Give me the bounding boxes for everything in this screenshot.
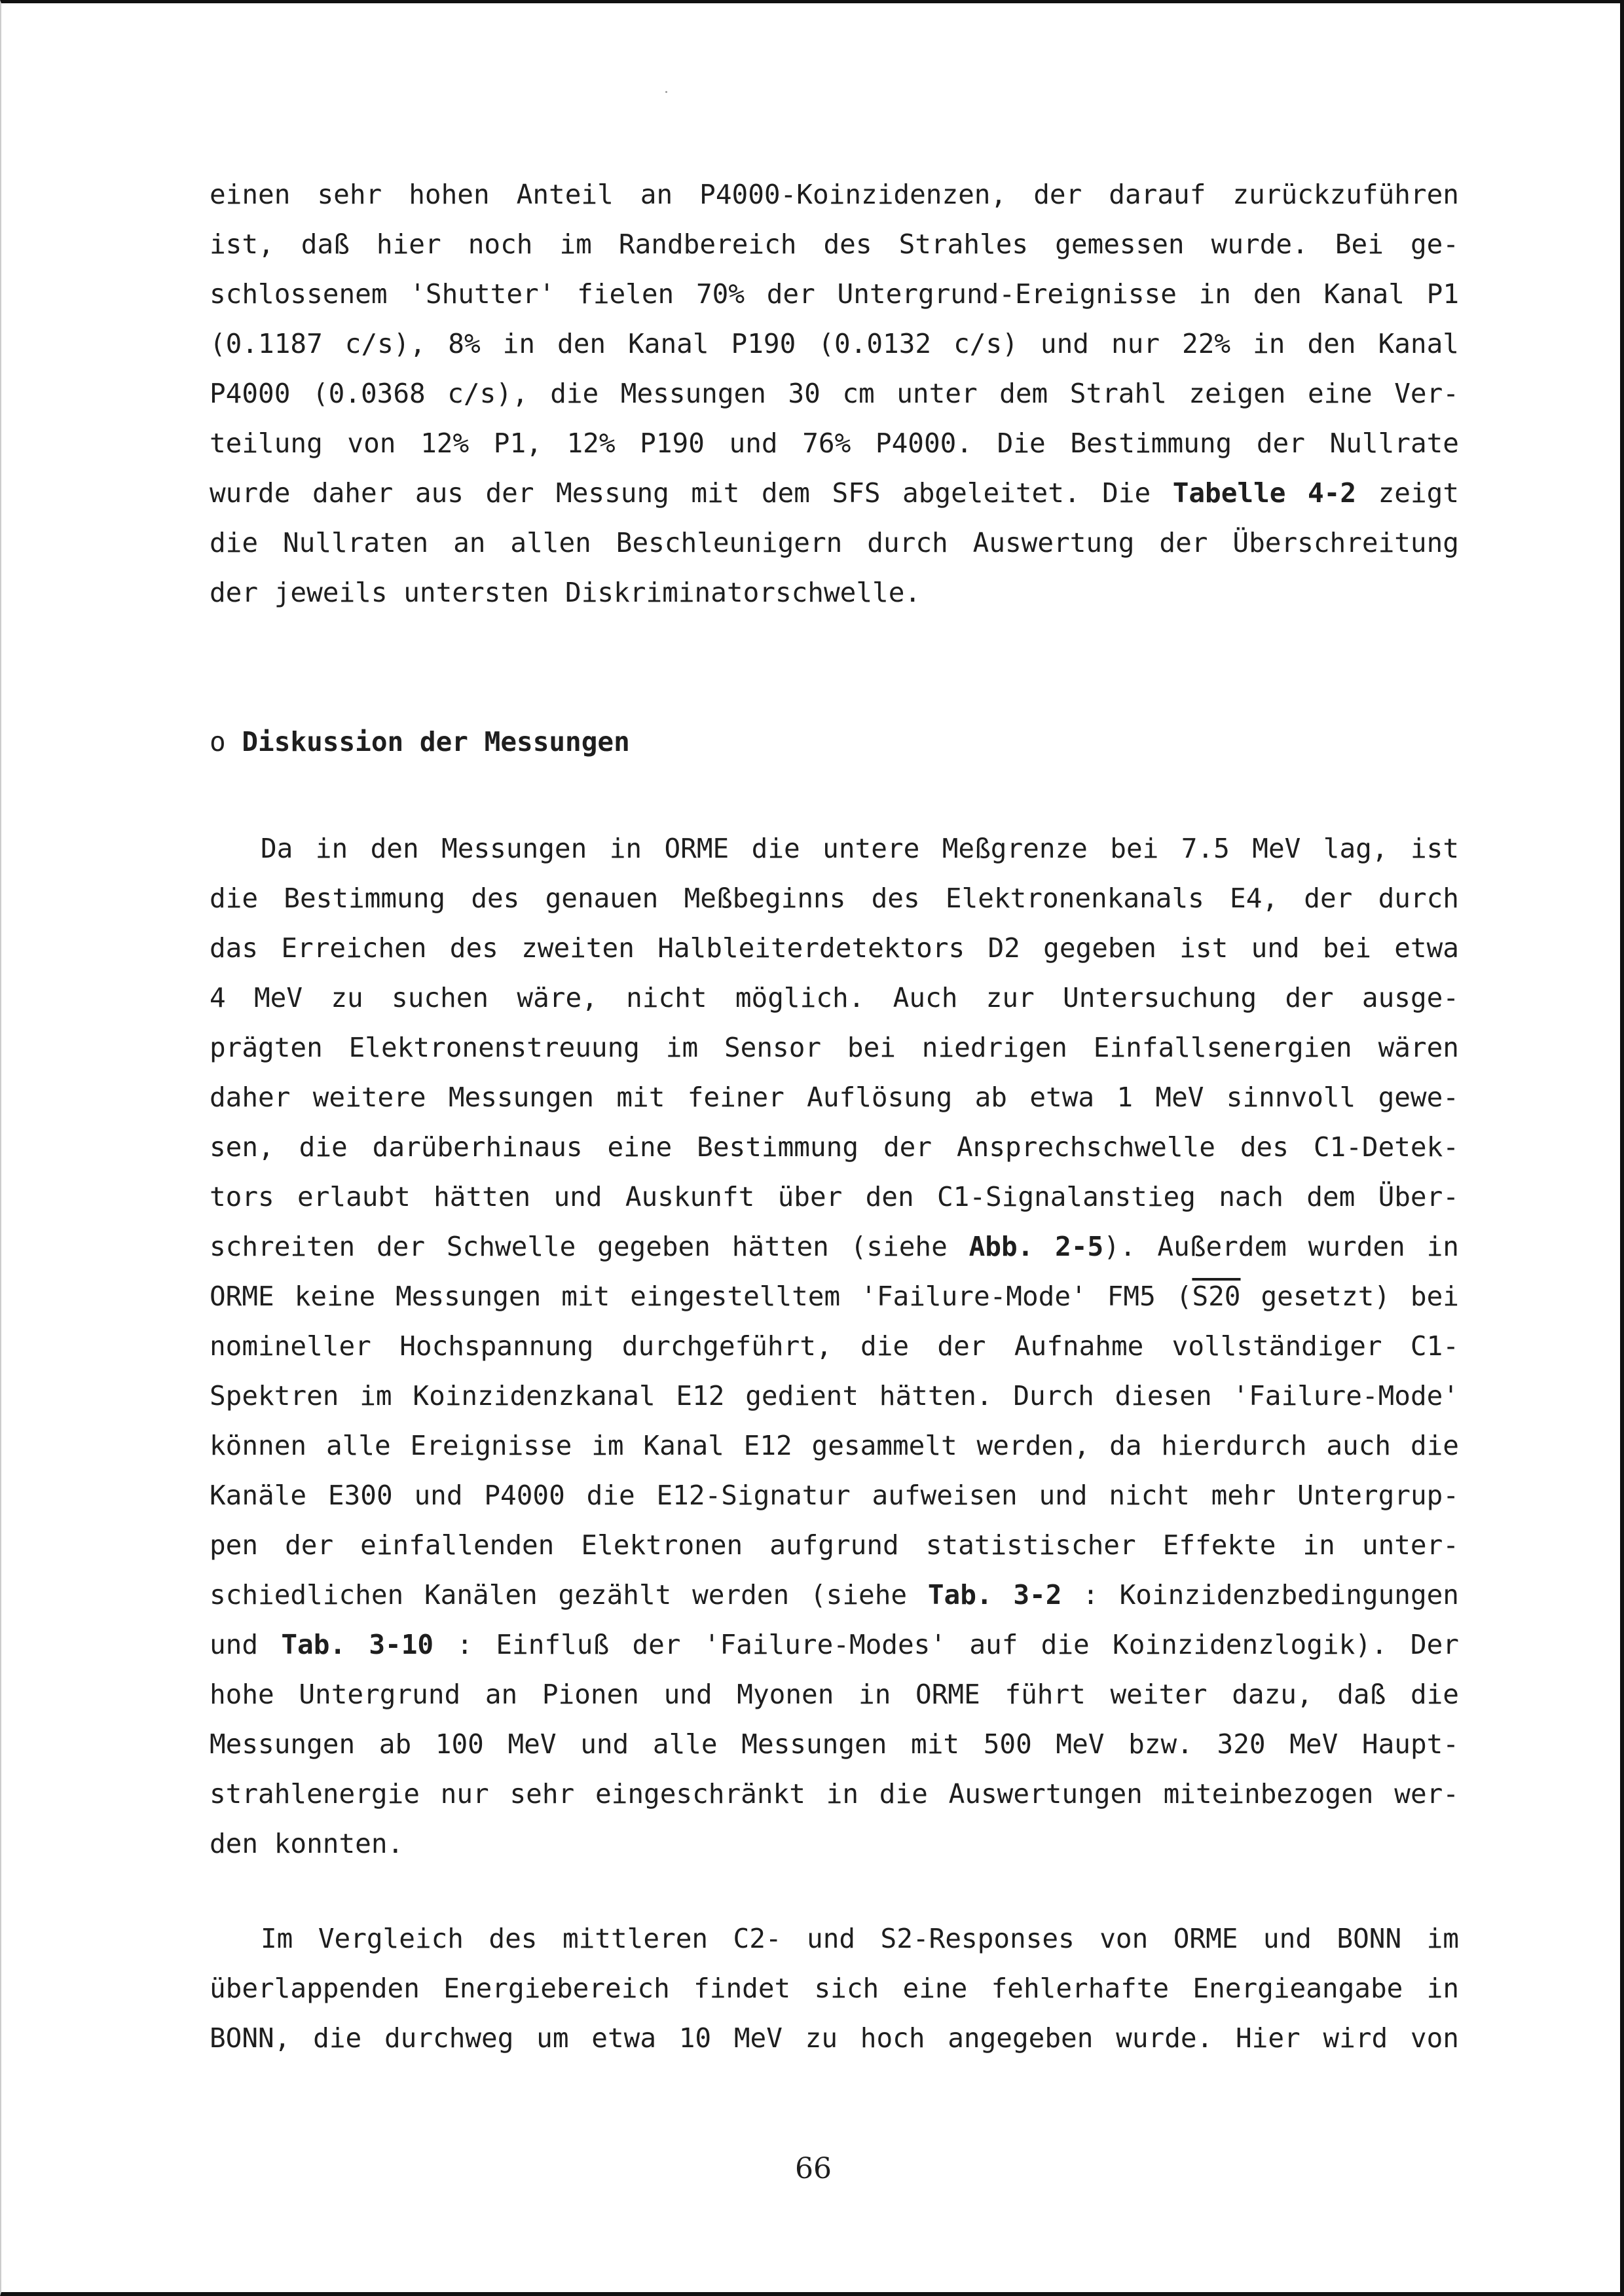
text-line: teilung von 12% P1, 12% P190 und 76% P4000. Die Bestimmung der Nullrate bbox=[210, 428, 1459, 459]
scan-speck bbox=[665, 91, 667, 93]
text-line bbox=[210, 468, 1459, 518]
text-line: der jeweils untersten Diskriminatorschwelle. bbox=[210, 577, 921, 608]
text-line bbox=[210, 1222, 1459, 1271]
page-number: 66 bbox=[795, 2152, 832, 2185]
text-line bbox=[210, 1570, 1459, 1620]
table-reference: Tabelle 4-2 bbox=[1172, 477, 1357, 509]
heading-title: Diskussion der Messungen bbox=[242, 726, 630, 757]
text-segment: ORME keine Messungen mit eingestelltem 'Failure-Mode' FM5 ( bbox=[210, 1281, 1192, 1312]
text-line: den konnten. bbox=[210, 1828, 404, 1859]
text-segment: schiedlichen Kanälen gezählt werden (siehe bbox=[210, 1579, 928, 1611]
text-line: sen, die darüberhinaus eine Bestimmung der Ansprechschwelle des C1-Detek- bbox=[210, 1131, 1459, 1163]
text-line bbox=[210, 1620, 1459, 1669]
text-line: überlappenden Energiebereich findet sich eine fehlerhafte Energieangabe in bbox=[210, 1973, 1459, 2004]
text-line: strahlenergie nur sehr eingeschränkt in die Auswertungen miteinbezogen wer- bbox=[210, 1778, 1459, 1810]
text-segment: gesetzt) bei bbox=[1240, 1281, 1459, 1312]
section-heading bbox=[210, 717, 630, 767]
text-segment: wurde daher aus der Messung mit dem SFS abgeleitet. Die bbox=[210, 477, 1173, 509]
paragraph-3 bbox=[210, 1914, 1459, 2063]
text-line: schlossenem 'Shutter' fielen 70% der Untergrund-Ereignisse in den Kanal P1 bbox=[210, 278, 1459, 310]
heading-bullet: o bbox=[210, 726, 226, 757]
text-line: Im Vergleich des mittleren C2- und S2-Responses von ORME und BONN im bbox=[261, 1923, 1459, 1954]
text-segment: ). Außerdem wurden in bbox=[1103, 1231, 1459, 1262]
text-line: die Nullraten an allen Beschleunigern durch Auswertung der Überschreitung bbox=[210, 527, 1459, 558]
text-line: das Erreichen des zweiten Halbleiterdetektors D2 gegeben ist und bei etwa bbox=[210, 932, 1459, 964]
text-segment: schreiten der Schwelle gegeben hätten (siehe bbox=[210, 1231, 969, 1262]
text-line: Messungen ab 100 MeV und alle Messungen mit 500 MeV bzw. 320 MeV Haupt- bbox=[210, 1728, 1459, 1760]
table-reference: Tab. 3-10 bbox=[281, 1629, 434, 1660]
text-line: pen der einfallenden Elektronen aufgrund statistischer Effekte in unter- bbox=[210, 1529, 1459, 1561]
text-line: Kanäle E300 und P4000 die E12-Signatur aufweisen und nicht mehr Untergrup- bbox=[210, 1480, 1459, 1511]
text-line bbox=[210, 1271, 1459, 1321]
paragraph-2 bbox=[210, 824, 1459, 1868]
text-line: die Bestimmung des genauen Meßbeginns des Elektronenkanals E4, der durch bbox=[210, 883, 1459, 914]
paragraph-1 bbox=[210, 170, 1459, 617]
text-line: Da in den Messungen in ORME die untere Meßgrenze bei 7.5 MeV lag, ist bbox=[261, 833, 1459, 864]
text-line: ist, daß hier noch im Randbereich des Strahles gemessen wurde. Bei ge- bbox=[210, 228, 1459, 260]
text-segment: zeigt bbox=[1356, 477, 1460, 509]
text-line: prägten Elektronenstreuung im Sensor bei niedrigen Einfallsenergien wären bbox=[210, 1032, 1459, 1063]
text-line: 4 MeV zu suchen wäre, nicht möglich. Auch zur Untersuchung der ausge- bbox=[210, 982, 1459, 1013]
table-reference: Tab. 3-2 bbox=[927, 1579, 1062, 1611]
text-segment: und bbox=[210, 1629, 282, 1660]
text-line: können alle Ereignisse im Kanal E12 gesammelt werden, da hierdurch auch die bbox=[210, 1430, 1459, 1461]
text-line: P4000 (0.0368 c/s), die Messungen 30 cm unter dem Strahl zeigen eine Ver- bbox=[210, 378, 1459, 409]
text-line: hohe Untergrund an Pionen und Myonen in ORME führt weiter dazu, daß die bbox=[210, 1679, 1459, 1710]
text-segment: : Koinzidenzbedingungen bbox=[1061, 1579, 1459, 1611]
figure-reference: Abb. 2-5 bbox=[969, 1231, 1104, 1262]
overlined-signal: S20 bbox=[1192, 1281, 1241, 1312]
text-line: nomineller Hochspannung durchgeführt, die der Aufnahme vollständiger C1- bbox=[210, 1330, 1459, 1362]
text-line: daher weitere Messungen mit feiner Auflösung ab etwa 1 MeV sinnvoll gewe- bbox=[210, 1082, 1459, 1113]
text-line: BONN, die durchweg um etwa 10 MeV zu hoch angegeben wurde. Hier wird von bbox=[210, 2022, 1459, 2054]
text-line: (0.1187 c/s), 8% in den Kanal P190 (0.0132 c/s) und nur 22% in den Kanal bbox=[210, 328, 1459, 359]
text-segment: : Einfluß der 'Failure-Modes' auf die Koinzidenzlogik). Der bbox=[434, 1629, 1459, 1660]
text-line: Spektren im Koinzidenzkanal E12 gedient hätten. Durch diesen 'Failure-Mode' bbox=[210, 1380, 1459, 1412]
text-line: einen sehr hohen Anteil an P4000-Koinzidenzen, der darauf zurückzuführen bbox=[210, 179, 1459, 210]
text-line: tors erlaubt hätten und Auskunft über den C1-Signalanstieg nach dem Über- bbox=[210, 1181, 1459, 1212]
